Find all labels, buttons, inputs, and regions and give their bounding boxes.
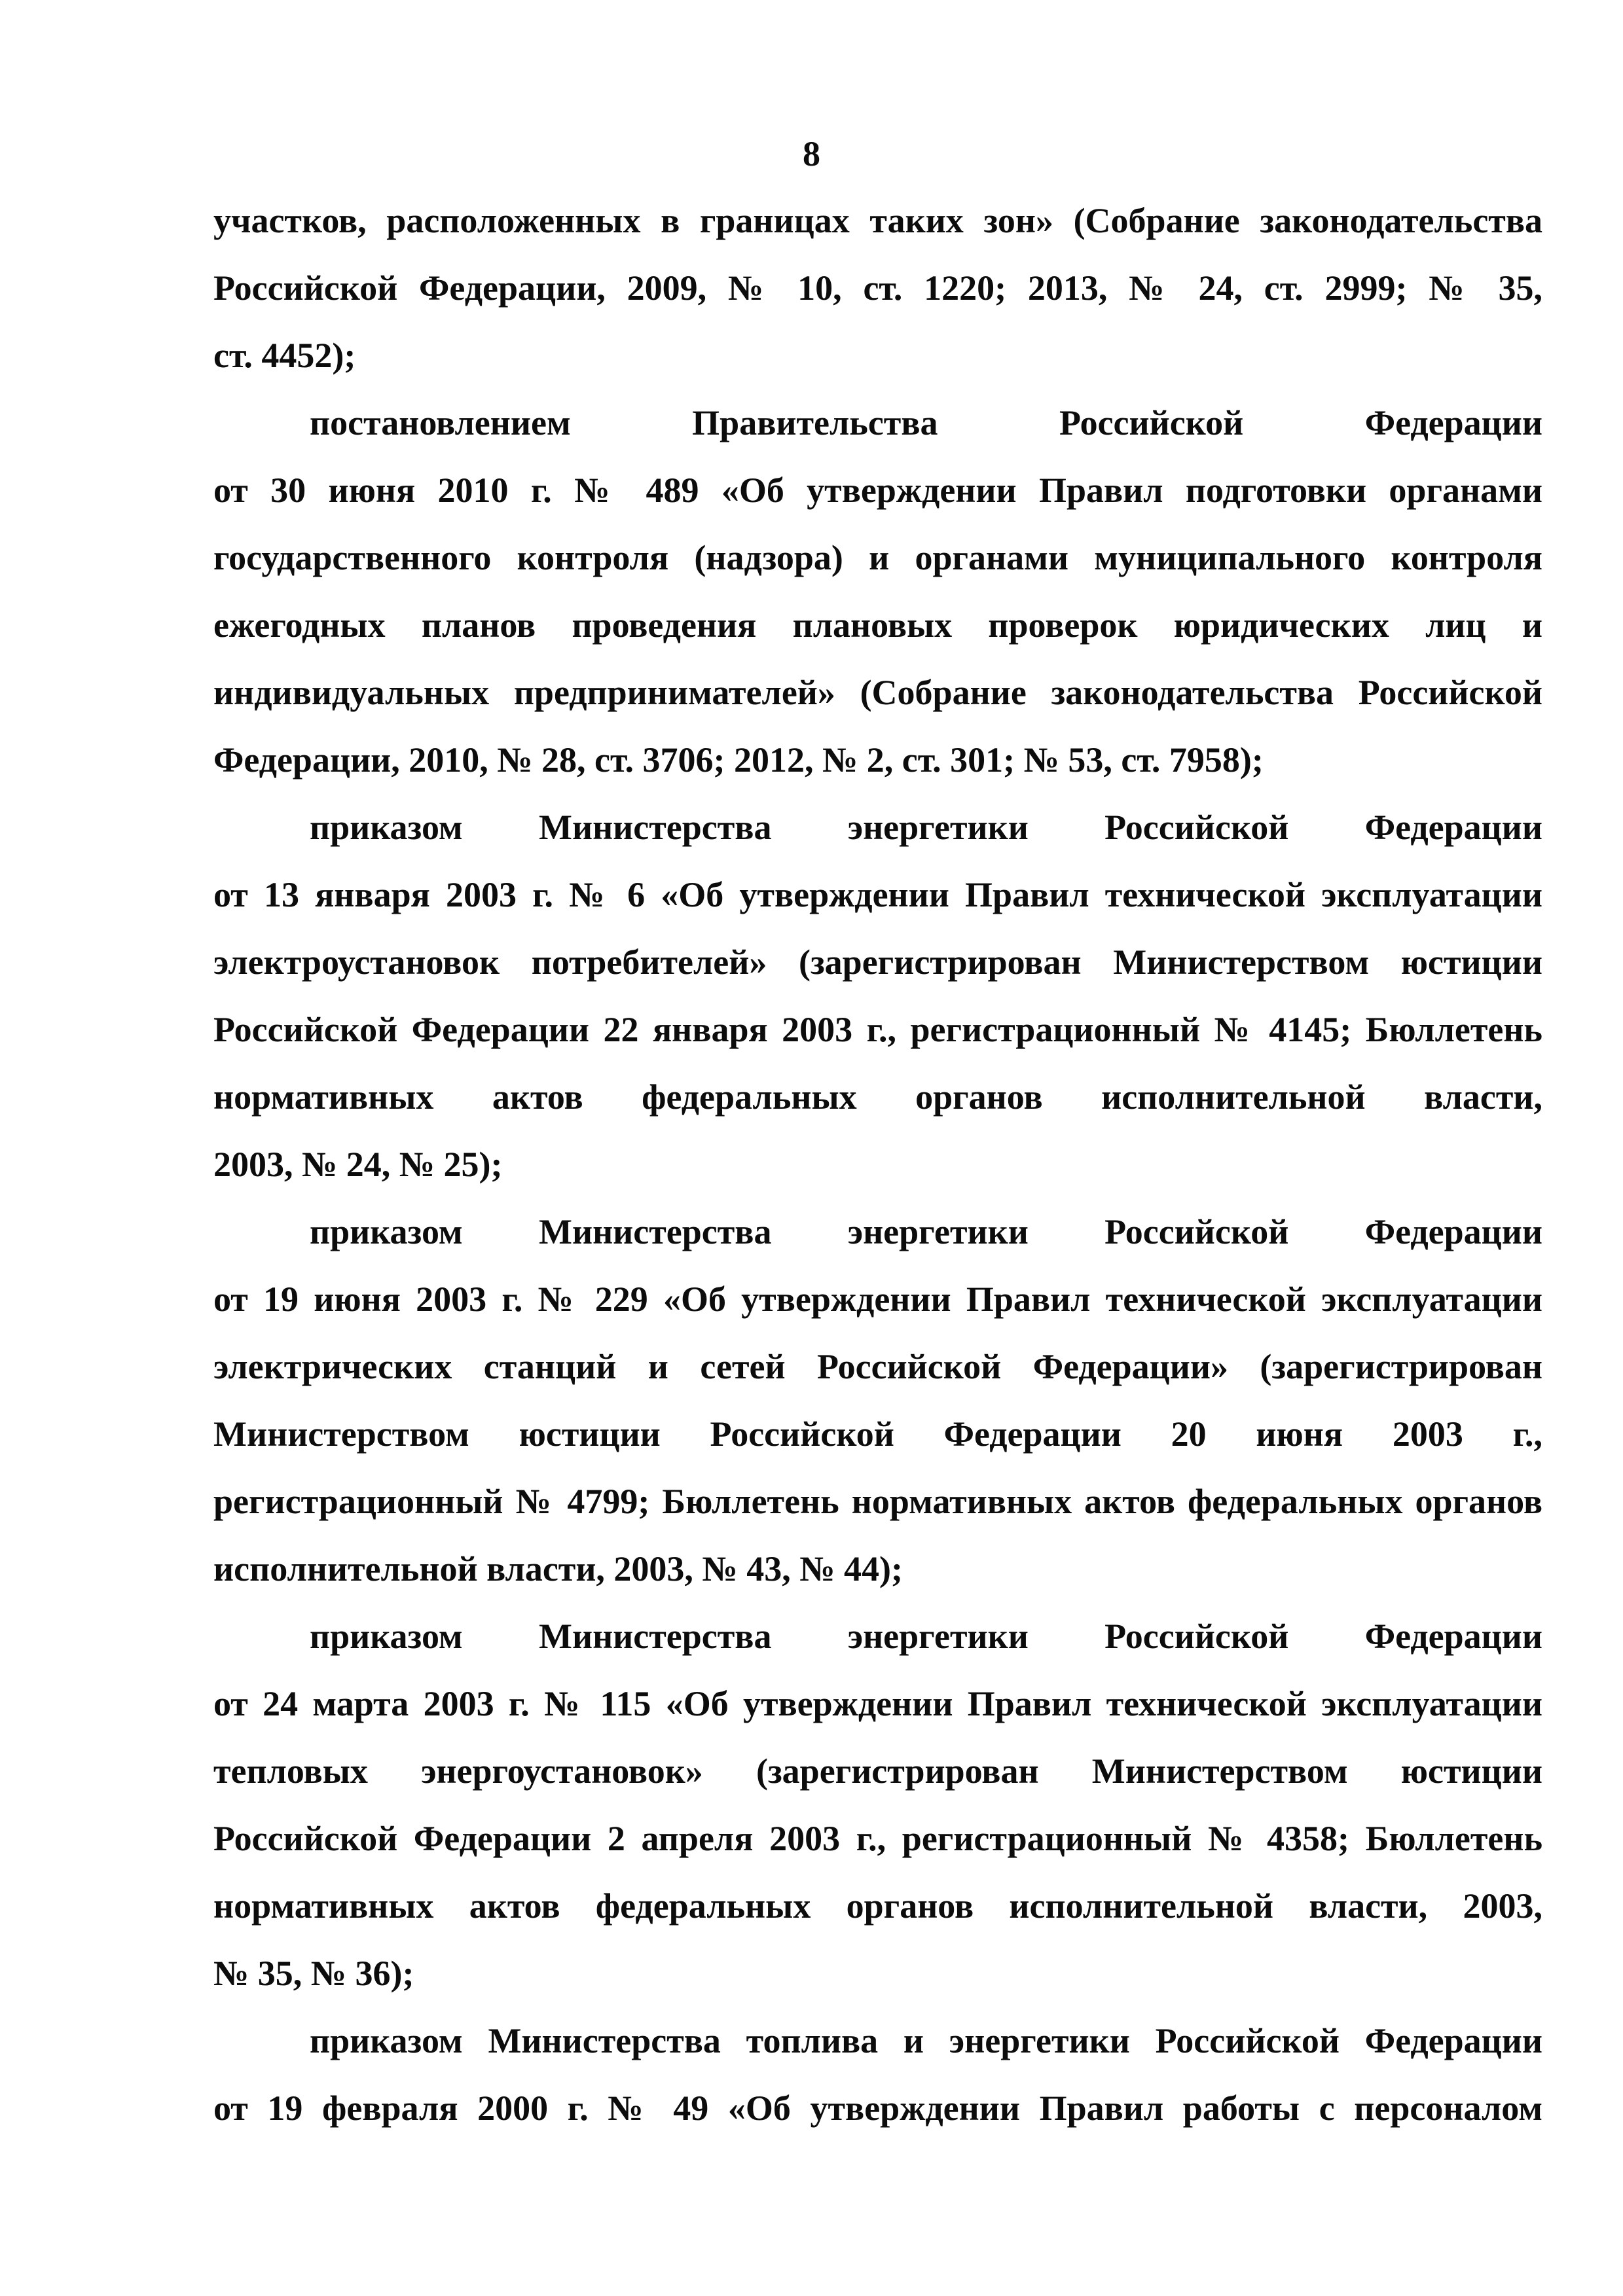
text-line: электрических станций и сетей Российской Федерации» (зарегистрирован bbox=[213, 1347, 1542, 1386]
text-line: 2003, № 24, № 25); bbox=[213, 1145, 503, 1184]
text-line: государственного контроля (надзора) и органами муниципального контроля bbox=[213, 538, 1542, 577]
text-line: приказом Министерства энергетики Российской Федерации bbox=[310, 808, 1542, 847]
text-line: индивидуальных предпринимателей» (Собрание законодательства Российской bbox=[213, 673, 1542, 712]
text-line: участков, расположенных в границах таких зон» (Собрание законодательства bbox=[213, 201, 1542, 240]
text-line: от 19 февраля 2000 г. № 49 «Об утверждении Правил работы с персоналом bbox=[213, 2089, 1542, 2128]
text-line: регистрационный № 4799; Бюллетень нормативных актов федеральных органов bbox=[213, 1482, 1542, 1521]
text-line: тепловых энергоустановок» (зарегистрирован Министерством юстиции bbox=[213, 1751, 1542, 1791]
text-line: ежегодных планов проведения плановых проверок юридических лиц и bbox=[213, 605, 1542, 645]
text-line: Российской Федерации 22 января 2003 г., регистрационный № 4145; Бюллетень bbox=[213, 1010, 1542, 1049]
text-line: постановлением Правительства Российской Федерации bbox=[310, 403, 1542, 442]
text-line: Министерством юстиции Российской Федерации 20 июня 2003 г., bbox=[213, 1414, 1542, 1454]
text-line: Российской Федерации, 2009, № 10, ст. 1220; 2013, № 24, ст. 2999; № 35, bbox=[213, 268, 1542, 308]
text-line: нормативных актов федеральных органов исполнительной власти, 2003, bbox=[213, 1886, 1542, 1926]
text-line: исполнительной власти, 2003, № 43, № 44); bbox=[213, 1549, 903, 1588]
text-line: приказом Министерства топлива и энергетики Российской Федерации bbox=[310, 2021, 1542, 2060]
text-line: от 19 июня 2003 г. № 229 «Об утверждении Правил технической эксплуатации bbox=[213, 1280, 1542, 1319]
text-line: Российской Федерации 2 апреля 2003 г., регистрационный № 4358; Бюллетень bbox=[213, 1819, 1542, 1858]
text-line: от 13 января 2003 г. № 6 «Об утверждении Правил технической эксплуатации bbox=[213, 875, 1542, 914]
text-line: от 24 марта 2003 г. № 115 «Об утверждении Правил технической эксплуатации bbox=[213, 1684, 1542, 1723]
text-line: приказом Министерства энергетики Российской Федерации bbox=[310, 1617, 1542, 1656]
text-line: приказом Министерства энергетики Российской Федерации bbox=[310, 1212, 1542, 1251]
text-line: электроустановок потребителей» (зарегистрирован Министерством юстиции bbox=[213, 942, 1542, 982]
text-line: Федерации, 2010, № 28, ст. 3706; 2012, № 2, ст. 301; № 53, ст. 7958); bbox=[213, 740, 1264, 780]
text-line: нормативных актов федеральных органов исполнительной власти, bbox=[213, 1077, 1542, 1117]
text-line: № 35, № 36); bbox=[213, 1954, 414, 1993]
text-line: ст. 4452); bbox=[213, 336, 356, 375]
page-number: 8 bbox=[803, 134, 820, 173]
text-line: от 30 июня 2010 г. № 489 «Об утверждении Правил подготовки органами bbox=[213, 471, 1542, 510]
